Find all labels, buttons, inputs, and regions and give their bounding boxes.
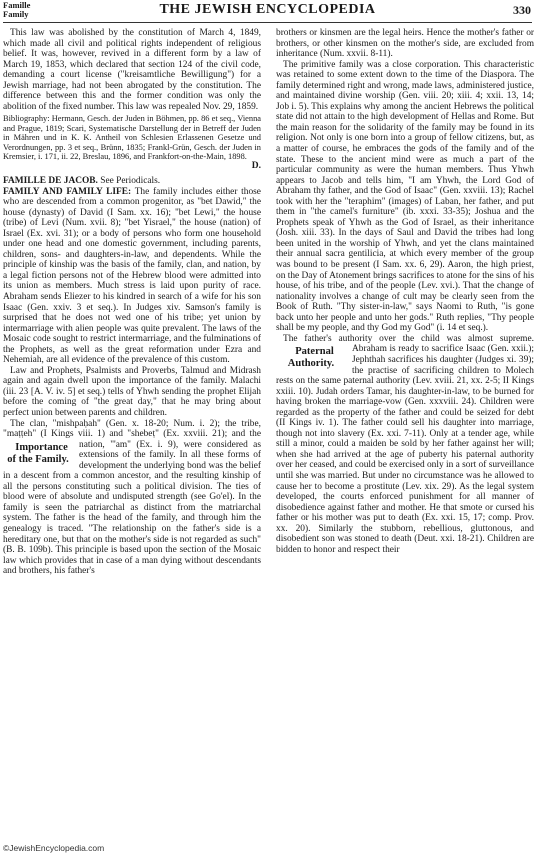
sidenote-importance-of-family: Importance of the Family. xyxy=(7,441,69,465)
left-column xyxy=(3,28,261,577)
paragraph-clan-rest: "'am" (Ex. i. 9), were considered as extensions of the family. In all these forms of development the underlying bond was the belief in a descent from a common ancestor, and the resulting kinship of all the persons constituting such a political division. The ties of blood were of absolute and undisputed strength (see Go'el). In the family is seen the patriarchal as distinct from the matriarchal system. The father is the head of the family, and through him the genealogy is traced. "The relationship on the father's side is a hereditary one, but that on the mother's side is not regarded as such" (B. B. 109b). This principle is based upon the section of the Mosaic law which provides that in case of a man dying without descendants and brothers, his father's xyxy=(3,439,261,577)
right-column xyxy=(276,28,534,555)
author-signature: D. xyxy=(251,161,261,172)
paragraph-father-start: The father's authority over the child was almost supreme. Abraham is ready to sacrifice Isaac (Gen. xyxy=(283,333,534,355)
bibliography: Bibliography: Hermann, Gesch. der Juden in Böhmen, pp. 86 et seq., Vienna and Prague, 1819; Scari, Systematische Darstellung der in Betreff der Juden in Mähren und in K. K. Antheil von Schlesien Erlassenen Gesetze und Verordnungen, pp. 3 et seq., Brünn, 1835; Frankl-Grün, Gesch. der Juden in Kremsier, i. 171, ii. 22, Breslau, 1896, and Frankfort-on-the-Main, 1898. xyxy=(3,114,261,161)
paragraph-father-rest: xxii.); Jephthah sacrifices his daughter (Judges xi. 39); the practise of sacrificing children to Molech rests on the same paternal authority (Lev. xviii. 21, xx. 2-5; II Kings xxiii. 10). Judah orders Tamar, his daughter-in-law, to be burned for having broken the marriage-vow (Gen. xxxviii. 24). Children were regarded as the property of the father and could be seized for debt (II Kings iv. 1). The father could sell his daughter into marriage, though not into slavery (Ex. xxi. 7-11). Only at a tender age, while still a minor, could a maiden be sold by her father against her will; when she had arrived at the age of puberty his paternal authority over her ceased, and could be exercised only in a sort of surveillance until she was married. But under no circumstance was he allowed to cause her to become a prostitute (Lev. xix. 29). As the legal system developed, the courts enforced punishment for all manner of disobedience against father and mother. He that smote or cursed his father or his mother was put to death (Ex. xxi. 15, 17; comp. Prov. xx. 20). Similarly the stubborn, rebellious, gluttonous, and disobedient son was stoned to death (Deut. xxi. 18-21). Children are bidden to honor and respect their xyxy=(276,344,534,555)
paragraph-fathers-authority xyxy=(276,334,534,555)
entry-family-and-family-life xyxy=(3,187,261,366)
entry-heading-family: FAMILY AND FAMILY LIFE: xyxy=(3,186,132,197)
entry-family-intro: The family includes either those who are descended from a common progenitor, as "bet Dawid," the house (dynasty) of David (I Sam. xx. 16); "bet Lewi," the house (tribe) of Levi (Num. xvii. 8); "bet Yisrael," the house (nation) of Israel (Ex. xvi. 31); or a body of persons who form one household under one head and one domestic government, including parents, children, sons- and daughters-in-law, and dependents. While the principle of kinship was the basis of the family, clan, and nation, by a legal fiction persons not of the Hebrew blood were admitted into its union as members. Much stress is laid upon purity of race. Abraham sends Eliezer to his kindred in search of a wife for his son Isaac (Gen. xxiv. 3 et seq.). In Judges xiv. Samson's family is surprised that he does not wed one of his tribe; yet union by intermarriage with alien people was quite prevalent. The laws of the Mosaic code sought to restrict intermarriage, and the fulminations of the Prophets, as well as the great reformation under Ezra and Nehemiah, are all evidence of the prevalence of this custom. xyxy=(3,186,261,366)
running-head-left: Famille Family xyxy=(3,0,31,19)
sidenote-paternal-authority: Paternal Authority. xyxy=(287,346,335,370)
paragraph-law-abolished: This law was abolished by the constitution of March 4, 1849, which made all civil and political rights independent of religious belief. It was, however, revived in a different form by a law of March 19, 1853, which declared that section 124 of the civil code, demanding a court license ("kreisamtliche Bewilligung") for a Jewish marriage, had not been abrogated by the constitution. The difference between this and the former condition was only the abolition of the fixed number. This law was repealed Nov. 29, 1859. xyxy=(3,28,261,112)
paragraph-continuation: brothers or kinsmen are the legal heirs. Hence the mother's father or brothers, or other kinsmen on the mother's side, are excluded from inheritance (Num. xxvii. 8-11). xyxy=(276,28,534,60)
entry-famille-de-jacob xyxy=(3,176,261,187)
footer-copyright: ©JewishEncyclopedia.com xyxy=(3,843,105,853)
paragraph-clan-start: The clan, "mishpaḥah" (Gen. x. 18-20; Num. i. 2); the tribe, "maṭṭeh" (I Kings viii. 1) and "shebeṭ" (Ex. xxviii. 21); and the nation, xyxy=(3,418,261,450)
paragraph-law-and-prophets: Law and Prophets, Psalmists and Proverbs, Talmud and Midrash again and again dwell upon the importance of the family. Malachi (iii. 23 [A. V. iv. 5] et seq.) tells of Yhwh sending the prophet Elijah before the coming of "the great day," that he may bring about perfect union between parents and children. xyxy=(3,365,261,418)
paragraph-primitive-family: The primitive family was a close corporation. This characteristic was retained to some extent down to the time of the Diaspora. The family determined right and wrong, made laws, administered justice, and maintained divine worship (Gen. viii. 20; xiii. 4; xxii. 13, 14; Job i. 5). This explains why among the ancient Hebrews the political state did not attain to the high development of Hellas and Rome. But the main reason for the solidarity of the family may be found in its religion. Not only is one born into a group of fellow citizens, but, as a matter of course, he embraces the gods of the family and of the state. These to the ancient mind were as much a part of the particular community as were the human members. Thus Yhwh appears to Jacob and tells him, "I am Yhwh, the Lord God of Abraham thy father, and the God of Isaac" (Gen. xxviii. 13); Rachel took with her the "teraphim" (images) of Laban, her father, and put them in "the camel's furniture" (ib. xxxi. 33-35); Joshua and the Prophets speak of Yhwh as the God of Israel, as their inheritance (Josh. xiii. 33). In the days of Saul and David the tribes had long been united in the worship of Yhwh, and yet the clans maintained their annual sacra gentilicia, at which every member of the group was bound to be present (I Sam. xx. 6, 29). Aaron, the high priest, on the Day of Atonement brings sacrifices to atone for the sins of his house, of his tribe, and of the people (Lev. xvi.). That the change of nationality involves a change of cult may be clearly seen from the Book of Ruth. "Thy sister-in-law," says Naomi to Ruth, "is gone back unto her people and unto her gods." Ruth replies, "Thy people shall be my people, and thy God my God" (i. 14 et seq.). xyxy=(276,59,535,334)
entry-heading-famille: FAMILLE DE JACOB. xyxy=(3,175,98,186)
page-title: THE JEWISH ENCYCLOPEDIA xyxy=(159,2,376,17)
running-header xyxy=(0,0,535,22)
paragraph-clan xyxy=(3,419,261,577)
page-number: 330 xyxy=(513,3,531,17)
entry-crossref-text: See Periodicals. xyxy=(97,175,161,186)
header-rule xyxy=(3,22,532,23)
